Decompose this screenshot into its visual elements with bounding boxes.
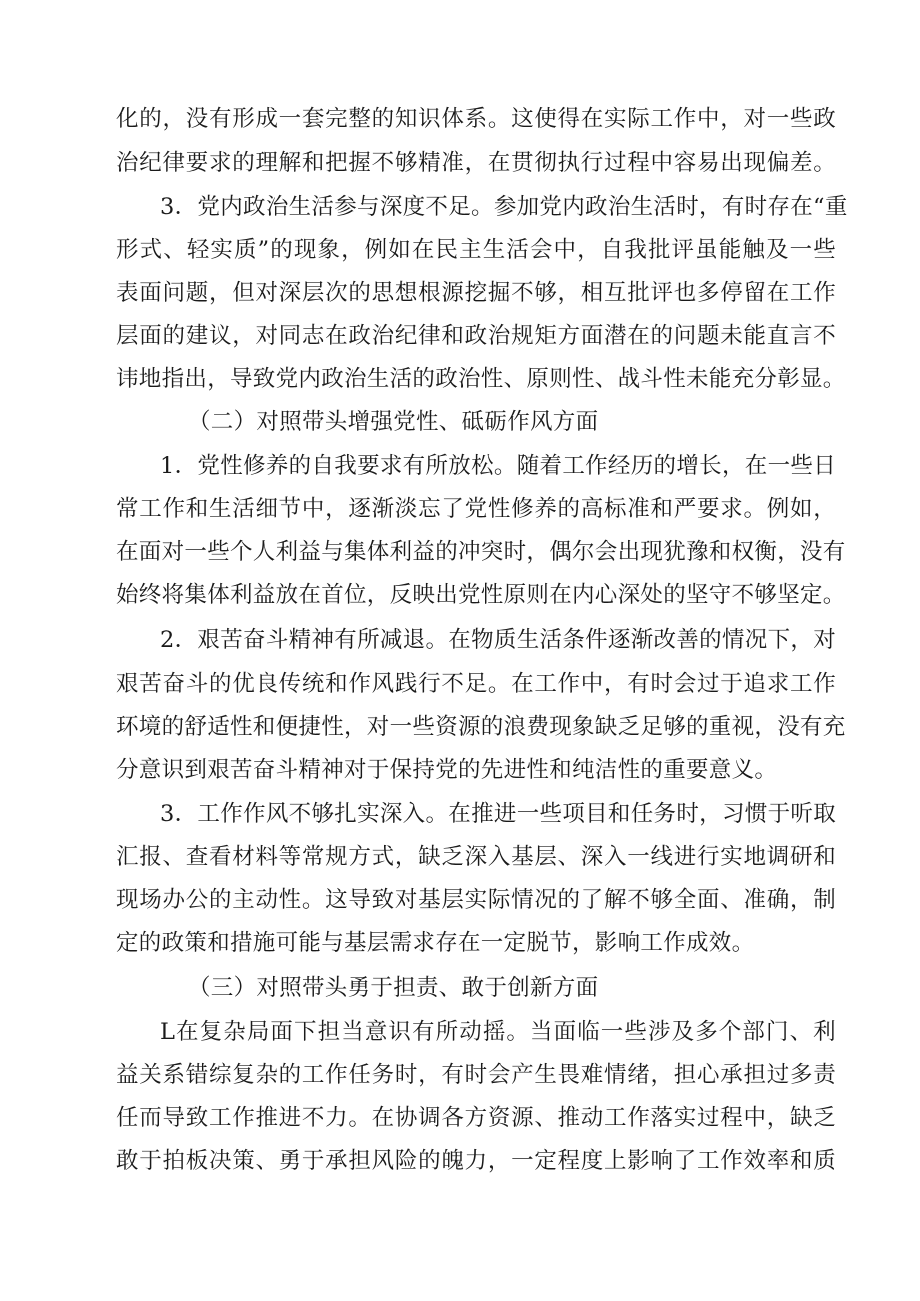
- paragraph-line: 3．党内政治生活参与深度不足。参加党内政治生活时，有时存在“重: [160, 194, 848, 220]
- paragraph-line: 敢于拍板决策、勇于承担风险的魄力，一定程度上影响了工作效率和质: [116, 1148, 836, 1174]
- section-heading: （二）对照带头增强党性、砥砺作风方面: [188, 409, 599, 435]
- paragraph-line: 1．党性修养的自我要求有所放松。随着工作经历的增长，在一些日: [160, 453, 836, 479]
- paragraph-line: L在复杂局面下担当意识有所动摇。当面临一些涉及多个部门、利: [160, 1019, 836, 1045]
- paragraph-line: 任而导致工作推进不力。在协调各方资源、推动工作落实过程中，缺乏: [116, 1105, 836, 1131]
- paragraph-line: 2．艰苦奋斗精神有所减退。在物质生活条件逐渐改善的情况下，对: [160, 627, 836, 653]
- paragraph-line: 3．工作作风不够扎实深入。在推进一些项目和任务时，习惯于听取: [160, 801, 836, 827]
- paragraph-line: 现场办公的主动性。这导致对基层实际情况的了解不够全面、准确，制: [116, 887, 836, 913]
- paragraph-line: 化的，没有形成一套完整的知识体系。这使得在实际工作中，对一些政: [116, 106, 836, 132]
- paragraph-line: 形式、轻实质”的现象，例如在民主生活会中，自我批评虽能触及一些: [116, 237, 836, 263]
- paragraph-line: 层面的建议，对同志在政治纪律和政治规矩方面潜在的问题未能直言不: [116, 323, 836, 349]
- paragraph-line: 定的政策和措施可能与基层需求存在一定脱节，影响工作成效。: [116, 930, 755, 956]
- section-heading: （三）对照带头勇于担责、敢于创新方面: [188, 975, 599, 1001]
- paragraph-line: 常工作和生活细节中，逐渐淡忘了党性修养的高标准和严要求。例如，: [116, 496, 836, 522]
- paragraph-line: 分意识到艰苦奋斗精神对于保持党的先进性和纯洁性的重要意义。: [116, 757, 778, 783]
- paragraph-line: 艰苦奋斗的优良传统和作风践行不足。在工作中，有时会过于追求工作: [116, 671, 836, 697]
- paragraph-line: 治纪律要求的理解和把握不够精准，在贯彻执行过程中容易出现偏差。: [116, 150, 836, 176]
- paragraph-line: 表面问题，但对深层次的思想根源挖掘不够，相互批评也多停留在工作: [116, 280, 836, 306]
- paragraph-line: 汇报、查看材料等常规方式，缺乏深入基层、深入一线进行实地调研和: [116, 844, 836, 870]
- paragraph-line: 环境的舒适性和便捷性，对一些资源的浪费现象缺乏足够的重视，没有充: [116, 714, 846, 740]
- paragraph-line: 讳地指出，导致党内政治生活的政治性、原则性、战斗性未能充分彰显。: [116, 366, 846, 392]
- paragraph-line: 益关系错综复杂的工作任务时，有时会产生畏难情绪，担心承担过多责: [116, 1062, 836, 1088]
- paragraph-line: 始终将集体利益放在首位，反映出党性原则在内心深处的坚守不够坚定。: [116, 582, 846, 608]
- paragraph-line: 在面对一些个人利益与集体利益的冲突时，偶尔会出现犹豫和权衡，没有: [116, 539, 846, 565]
